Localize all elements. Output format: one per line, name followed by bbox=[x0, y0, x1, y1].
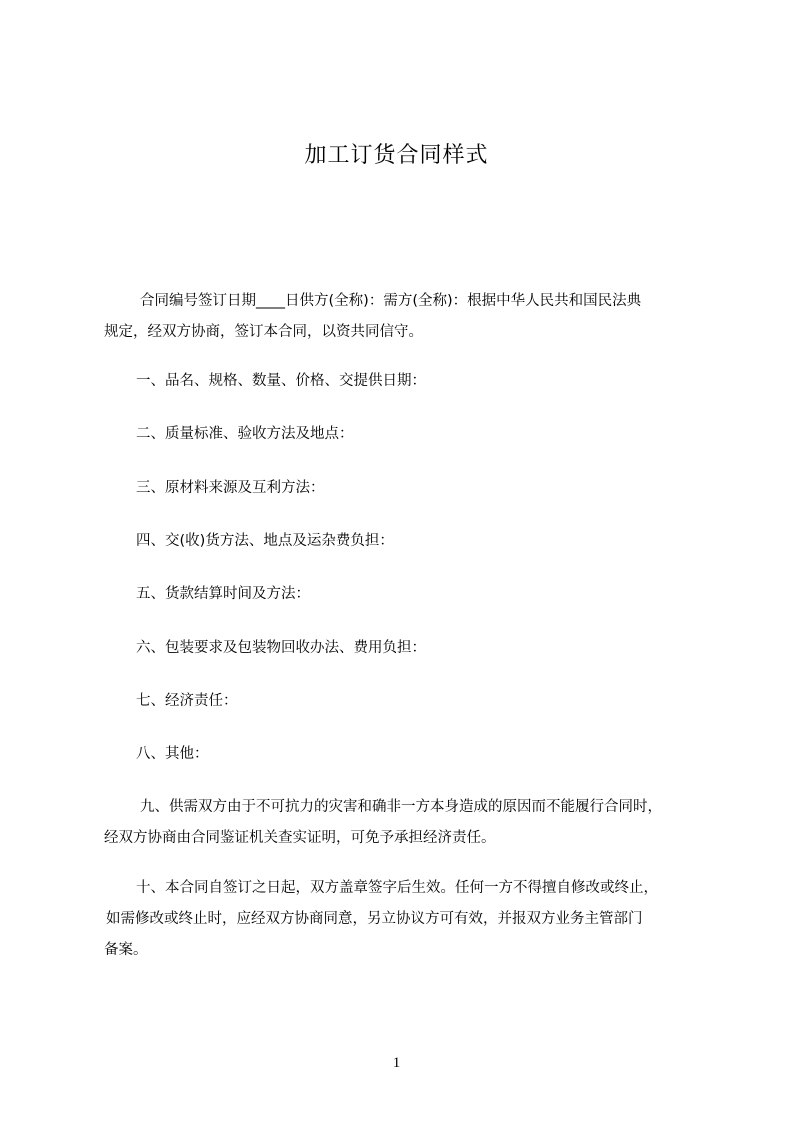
clause-9-paragraph bbox=[104, 792, 724, 854]
clause-1: 一、品名、规格、数量、价格、交提供日期： bbox=[136, 373, 426, 389]
page-number: 1 bbox=[392, 1055, 401, 1071]
clause-9-line-2: 经双方协商由合同鉴证机关查实证明，可免予承担经济责任。 bbox=[104, 830, 496, 846]
clause-10-line-2: 如需修改或终止时，应经双方协商同意，另立协议方可有效，并报双方业务主管部门 bbox=[106, 911, 643, 927]
clause-5: 五、货款结算时间及方法： bbox=[136, 586, 310, 602]
clause-10-line-3: 备案。 bbox=[104, 942, 148, 958]
intro-paragraph bbox=[104, 286, 724, 348]
document-title: 加工订货合同样式 bbox=[304, 143, 489, 168]
clause-3: 三、原材料来源及互利方法： bbox=[136, 480, 325, 496]
clause-2: 二、质量标准、验收方法及地点： bbox=[136, 426, 354, 442]
clause-10-paragraph bbox=[104, 873, 724, 966]
intro-line-1: 合同编号签订日期____日供方(全称)：需方(全称)：根据中华人民共和国民法典 bbox=[140, 293, 642, 309]
clause-7: 七、经济责任： bbox=[136, 693, 238, 709]
clause-4: 四、交(收)货方法、地点及运杂费负担： bbox=[136, 533, 394, 549]
clause-9-line-1: 九、供需双方由于不可抗力的灾害和确非一方本身造成的原因而不能履行合同时， bbox=[140, 799, 662, 815]
clause-6: 六、包装要求及包装物回收办法、费用负担： bbox=[136, 640, 426, 656]
clause-10-line-1: 十、本合同自签订之日起，双方盖章签字后生效。任何一方不得擅自修改或终止， bbox=[136, 880, 658, 896]
intro-line-2: 规定，经双方协商，签订本合同，以资共同信守。 bbox=[104, 324, 423, 340]
clause-8: 八、其他： bbox=[136, 746, 209, 762]
